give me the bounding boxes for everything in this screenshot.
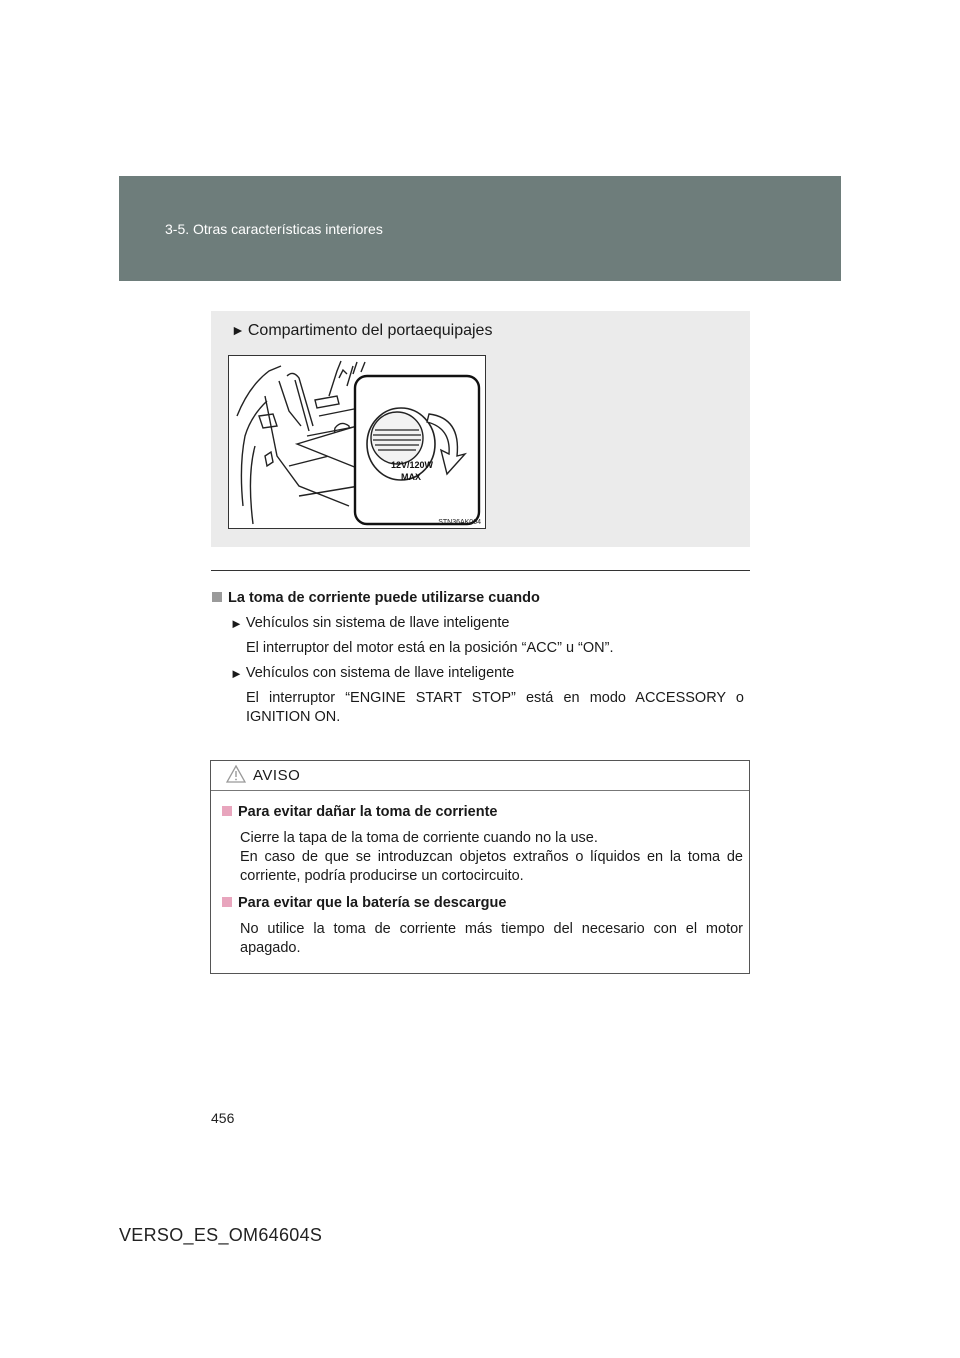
power-outlet-drawing <box>229 356 485 528</box>
triangle-bullet-icon: ► <box>230 666 243 681</box>
usage-item-label-text: Vehículos con sistema de llave inteligente <box>245 665 515 681</box>
warning-paragraph: No utilice la toma de corriente más tiempo del necesario con el motor apagado. <box>240 921 743 956</box>
warning-heading-text: Para evitar que la batería se descargue <box>238 895 507 911</box>
section-divider <box>211 570 750 571</box>
warning-header <box>211 761 749 791</box>
usage-item-label <box>230 664 744 683</box>
header-band <box>119 176 841 281</box>
figure-caption <box>231 322 492 340</box>
warning-paragraph: En caso de que se introduzcan objetos extraños o líquidos en la toma de corriente, podría producirse un cortocircuito. <box>240 849 743 884</box>
footer-code: VERSO_ES_OM64604S <box>119 1225 323 1245</box>
square-bullet-icon <box>222 897 232 907</box>
usage-section <box>212 589 744 727</box>
triangle-bullet-icon: ► <box>230 616 243 631</box>
warning-heading-text: Para evitar dañar la toma de corriente <box>238 804 498 820</box>
warning-heading <box>222 803 743 822</box>
warning-heading <box>222 894 743 913</box>
warning-title: AVISO <box>253 767 301 784</box>
socket-max-text: MAX <box>401 472 421 482</box>
warning-body <box>211 791 749 958</box>
usage-item-text: El interruptor “ENGINE START STOP” está en modo ACCESSORY o IGNITION ON. <box>246 690 744 725</box>
square-bullet-icon <box>222 806 232 816</box>
square-bullet-icon <box>212 592 222 602</box>
section-title: 3-5. Otras características interiores <box>165 221 383 237</box>
page-number: 456 <box>211 1110 235 1126</box>
warning-paragraph: Cierre la tapa de la toma de corriente cuando no la use. <box>240 830 598 846</box>
figure-code: STN36AK004 <box>438 519 481 526</box>
triangle-bullet-icon: ► <box>231 322 245 338</box>
usage-item-text: El interruptor del motor está en la posición “ACC” u “ON”. <box>246 640 614 656</box>
warning-box <box>210 760 750 974</box>
luggage-compartment-illustration <box>228 355 486 529</box>
figure-caption-text: Compartimento del portaequipajes <box>247 322 493 339</box>
figure-panel <box>211 311 750 547</box>
usage-heading <box>212 589 744 608</box>
usage-heading-text: La toma de corriente puede utilizarse cuando <box>228 590 540 606</box>
usage-item-label <box>230 614 744 633</box>
socket-rating-text: 12V/120W <box>391 460 434 470</box>
usage-item-label-text: Vehículos sin sistema de llave inteligente <box>245 615 510 631</box>
warning-triangle-icon <box>226 765 246 783</box>
